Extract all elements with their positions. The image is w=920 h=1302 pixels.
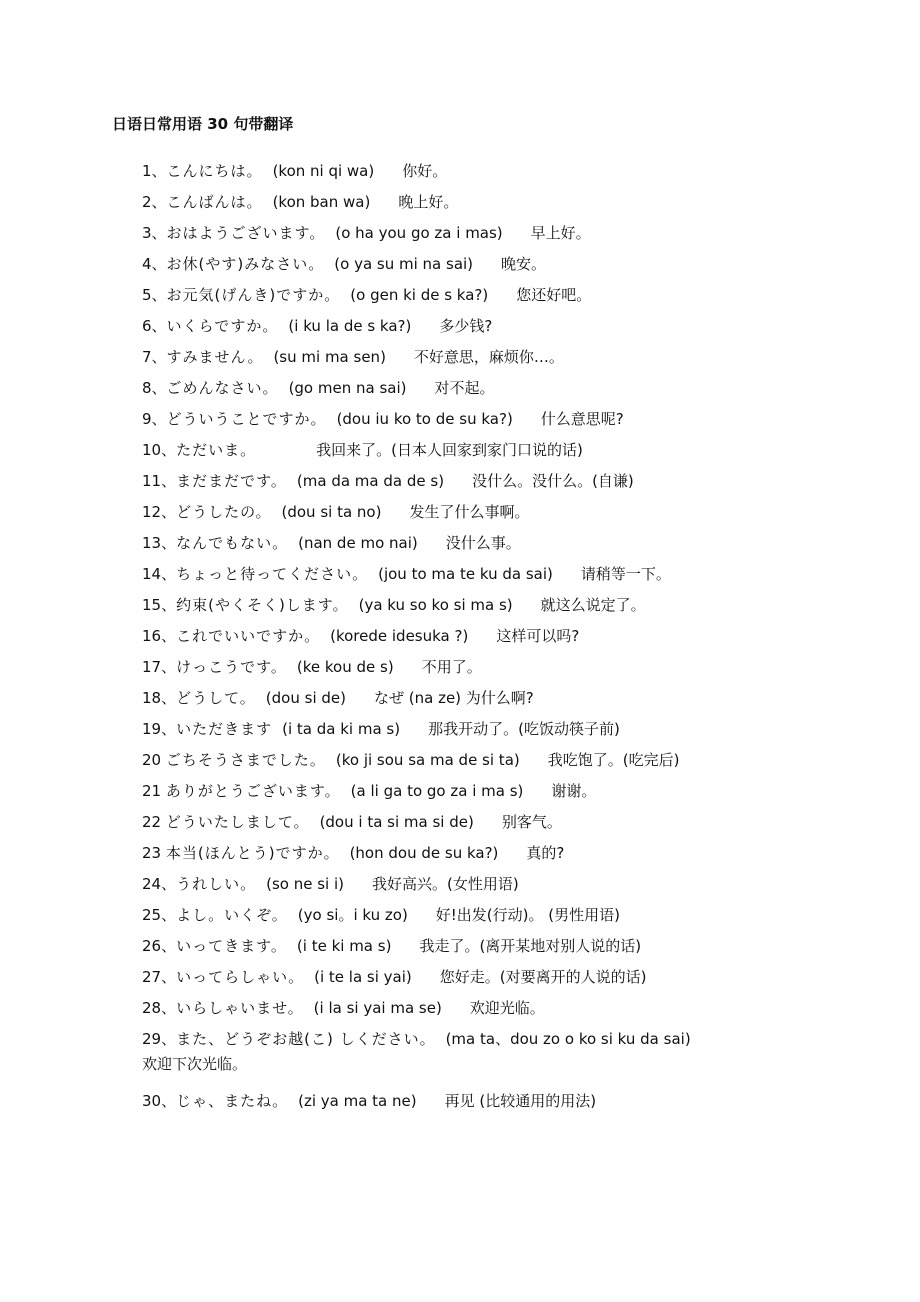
- phrase-item: [142, 221, 862, 252]
- phrase-chinese: 别客气。: [501, 813, 562, 831]
- phrase-item: [142, 1089, 862, 1120]
- phrase-japanese: ただいま。: [176, 441, 257, 459]
- phrase-number: 17、: [142, 658, 177, 676]
- phrase-romaji: (kon ban wa): [272, 193, 371, 211]
- phrase-romaji: (su mi ma sen): [273, 348, 386, 366]
- phrase-number: 2、: [142, 193, 167, 211]
- phrase-japanese: ありがとうございます。: [165, 782, 341, 800]
- phrase-number: 11、: [142, 472, 177, 490]
- phrase-romaji: (i ku la de s ka?): [288, 317, 412, 335]
- phrase-item: [142, 624, 862, 655]
- phrase-number: 5、: [142, 286, 167, 304]
- phrase-japanese: ごめんなさい。: [166, 379, 279, 397]
- phrase-item: [142, 190, 862, 221]
- phrase-number: 1、: [142, 162, 167, 180]
- phrase-item: [142, 376, 862, 407]
- phrase-chinese: 欢迎下次光临。: [142, 1055, 248, 1073]
- phrase-item: [142, 748, 862, 779]
- phrase-number: 16、: [142, 627, 177, 645]
- phrase-item: [142, 903, 862, 934]
- phrase-japanese: 本当(ほんとう)ですか。: [165, 844, 340, 862]
- document-title: 日语日常用语 30 句带翻译: [112, 115, 294, 133]
- phrase-chinese: 请稍等一下。: [580, 565, 671, 583]
- phrase-item: [142, 345, 862, 376]
- phrase-number: 8、: [142, 379, 167, 397]
- phrase-chinese: 什么意思呢?: [540, 410, 624, 428]
- phrase-japanese: 约束(やくそく)します。: [176, 596, 349, 614]
- phrase-romaji: (dou si ta no): [281, 503, 382, 521]
- phrase-item: [142, 1027, 862, 1089]
- phrase-japanese: ちょっと待ってください。: [176, 565, 369, 583]
- phrase-number: 13、: [142, 534, 177, 552]
- phrase-number: 14、: [142, 565, 177, 583]
- phrase-romaji: (o ya su mi na sai): [334, 255, 474, 273]
- phrase-japanese: これでいいですか。: [176, 627, 321, 645]
- phrase-chinese: 真的?: [526, 844, 565, 862]
- phrase-romaji: (i te ki ma s): [296, 937, 392, 955]
- phrase-japanese: こんばんは。: [166, 193, 263, 211]
- phrase-number: 18、: [142, 689, 177, 707]
- phrase-chinese: 对不起。: [434, 379, 495, 397]
- phrase-number: 22: [142, 813, 166, 831]
- phrase-japanese: いってらしゃい。: [176, 968, 305, 986]
- phrase-item: [142, 500, 862, 531]
- phrase-chinese: 再见 (比较通用的用法): [444, 1092, 597, 1110]
- phrase-number: 28、: [142, 999, 177, 1017]
- phrase-chinese: 我走了。(离开某地对别人说的话): [419, 937, 642, 955]
- phrase-romaji: (ke kou de s): [296, 658, 394, 676]
- phrase-japanese: いただきます: [176, 720, 273, 738]
- phrase-romaji: (ko ji sou sa ma de si ta): [335, 751, 520, 769]
- phrase-romaji: (dou i ta si ma si de): [319, 813, 474, 831]
- phrase-chinese: 我吃饱了。(吃完后): [547, 751, 680, 769]
- phrase-chinese: 晚上好。: [398, 193, 459, 211]
- phrase-item: [142, 593, 862, 624]
- phrase-item: [142, 717, 862, 748]
- phrase-chinese: 不好意思，麻烦你…。: [413, 348, 564, 366]
- phrase-chinese: 你好。: [402, 162, 448, 180]
- phrase-item: [142, 872, 862, 903]
- phrase-chinese: 欢迎光临。: [469, 999, 545, 1017]
- phrase-japanese: よし。いくぞ。: [176, 906, 288, 924]
- phrase-japanese: いらしゃいませ。: [176, 999, 304, 1017]
- phrase-romaji: (dou iu ko to de su ka?): [336, 410, 513, 428]
- phrase-japanese: いくらですか。: [166, 317, 279, 335]
- phrase-romaji: (o ha you go za i mas): [335, 224, 503, 242]
- phrase-item: [142, 252, 862, 283]
- phrase-chinese: 就这么说定了。: [540, 596, 646, 614]
- phrase-number: 7、: [142, 348, 167, 366]
- phrase-chinese: 好!出发(行动)。 (男性用语): [435, 906, 620, 924]
- phrase-japanese: お元気(げんき)ですか。: [166, 286, 341, 304]
- phrase-romaji: (i ta da ki ma s): [282, 720, 401, 738]
- phrase-number: 3、: [142, 224, 167, 242]
- phrase-romaji: (o gen ki de s ka?): [350, 286, 489, 304]
- phrase-romaji: (ya ku so ko si ma s): [358, 596, 513, 614]
- phrase-romaji: (yo si。i ku zo): [297, 906, 408, 924]
- phrase-number: 12、: [142, 503, 177, 521]
- phrase-chinese: 早上好。: [530, 224, 591, 242]
- phrase-japanese: うれしい。: [176, 875, 257, 893]
- phrase-japanese: どういたしまして。: [165, 813, 310, 831]
- phrase-chinese: 多少钱?: [439, 317, 493, 335]
- phrase-romaji: (korede idesuka ?): [330, 627, 469, 645]
- phrase-chinese: 没什么。没什么。(自谦): [472, 472, 634, 490]
- phrase-number: 15、: [142, 596, 177, 614]
- phrase-chinese: 发生了什么事啊。: [409, 503, 530, 521]
- phrase-japanese: いってきます。: [176, 937, 287, 955]
- phrase-number: 30、: [142, 1092, 177, 1110]
- phrase-chinese: 晚安。: [501, 255, 547, 273]
- phrase-chinese: 我好高兴。(女性用语): [372, 875, 519, 893]
- phrase-romaji: (hon dou de su ka?): [349, 844, 499, 862]
- phrase-chinese: 我回来了。(日本人回家到家门口说的话): [316, 441, 583, 459]
- phrase-romaji: (kon ni qi wa): [272, 162, 375, 180]
- phrase-romaji: (jou to ma te ku da sai): [378, 565, 553, 583]
- phrase-number: 9、: [142, 410, 167, 428]
- phrase-number: 10、: [142, 441, 177, 459]
- phrase-item: [142, 283, 862, 314]
- phrase-number: 6、: [142, 317, 167, 335]
- phrase-romaji: (zi ya ma ta ne): [298, 1092, 417, 1110]
- phrase-number: 4、: [142, 255, 167, 273]
- phrase-item: [142, 810, 862, 841]
- phrase-romaji: (dou si de): [265, 689, 346, 707]
- phrase-item: [142, 314, 862, 345]
- phrase-chinese: 这样可以吗?: [496, 627, 580, 645]
- phrase-japanese: どうしたの。: [176, 503, 272, 521]
- phrase-romaji: (ma da ma da de s): [296, 472, 445, 490]
- phrase-chinese: 那我开动了。(吃饭动筷子前): [428, 720, 620, 738]
- phrase-item: [142, 965, 862, 996]
- phrase-romaji: (a li ga to go za i ma s): [350, 782, 524, 800]
- phrase-number: 29、: [142, 1030, 177, 1048]
- phrase-romaji: (nan de mo nai): [298, 534, 418, 552]
- phrase-romaji: (i te la si yai): [314, 968, 412, 986]
- phrase-item: [142, 562, 862, 593]
- phrase-japanese: けっこうです。: [176, 658, 287, 676]
- phrase-item: [142, 469, 862, 500]
- phrase-japanese: どうして。: [176, 689, 256, 707]
- phrase-item: [142, 531, 862, 562]
- phrase-chinese: 不用了。: [421, 658, 482, 676]
- phrase-chinese: 没什么事。: [445, 534, 521, 552]
- phrase-item: [142, 438, 862, 469]
- phrase-romaji: (ma ta、dou zo o ko si ku da sai): [445, 1030, 691, 1048]
- phrase-number: 26、: [142, 937, 177, 955]
- phrase-japanese: なんでもない。: [176, 534, 289, 552]
- phrase-japanese: どういうことですか。: [166, 410, 327, 428]
- phrase-item: [142, 934, 862, 965]
- phrase-number: 23: [142, 844, 166, 862]
- phrase-japanese: また、どうぞお越(こ) しください。: [176, 1030, 436, 1048]
- phrase-romaji: (i la si yai ma se): [313, 999, 442, 1017]
- phrase-item: [142, 407, 862, 438]
- phrase-chinese: なぜ (na ze) 为什么啊?: [373, 689, 534, 707]
- phrase-japanese: すみません。: [166, 348, 264, 366]
- phrase-item: [142, 655, 862, 686]
- phrase-japanese: まだまだです。: [176, 472, 287, 490]
- phrase-chinese: 您还好吧。: [516, 286, 592, 304]
- phrase-item: [142, 159, 862, 190]
- phrase-japanese: こんにちは。: [166, 162, 263, 180]
- phrase-number: 25、: [142, 906, 177, 924]
- phrase-chinese: 谢谢。: [551, 782, 597, 800]
- phrase-number: 21: [142, 782, 166, 800]
- phrase-number: 27、: [142, 968, 177, 986]
- phrase-item: [142, 686, 862, 717]
- phrase-japanese: おはようございます。: [166, 224, 326, 242]
- phrase-romaji: (so ne si i): [266, 875, 344, 893]
- phrase-number: 24、: [142, 875, 177, 893]
- phrase-japanese: ごちそうさまでした。: [165, 751, 326, 769]
- phrase-item: [142, 996, 862, 1027]
- phrase-japanese: じゃ、またね。: [176, 1092, 289, 1110]
- phrase-romaji: (go men na sai): [288, 379, 407, 397]
- phrase-chinese: 您好走。(对要离开的人说的话): [439, 968, 647, 986]
- phrase-number: 19、: [142, 720, 177, 738]
- phrase-japanese: お休(やす)みなさい。: [166, 255, 325, 273]
- phrase-item: [142, 779, 862, 810]
- phrase-number: 20: [142, 751, 166, 769]
- phrase-item: [142, 841, 862, 872]
- phrase-list: [142, 159, 862, 1120]
